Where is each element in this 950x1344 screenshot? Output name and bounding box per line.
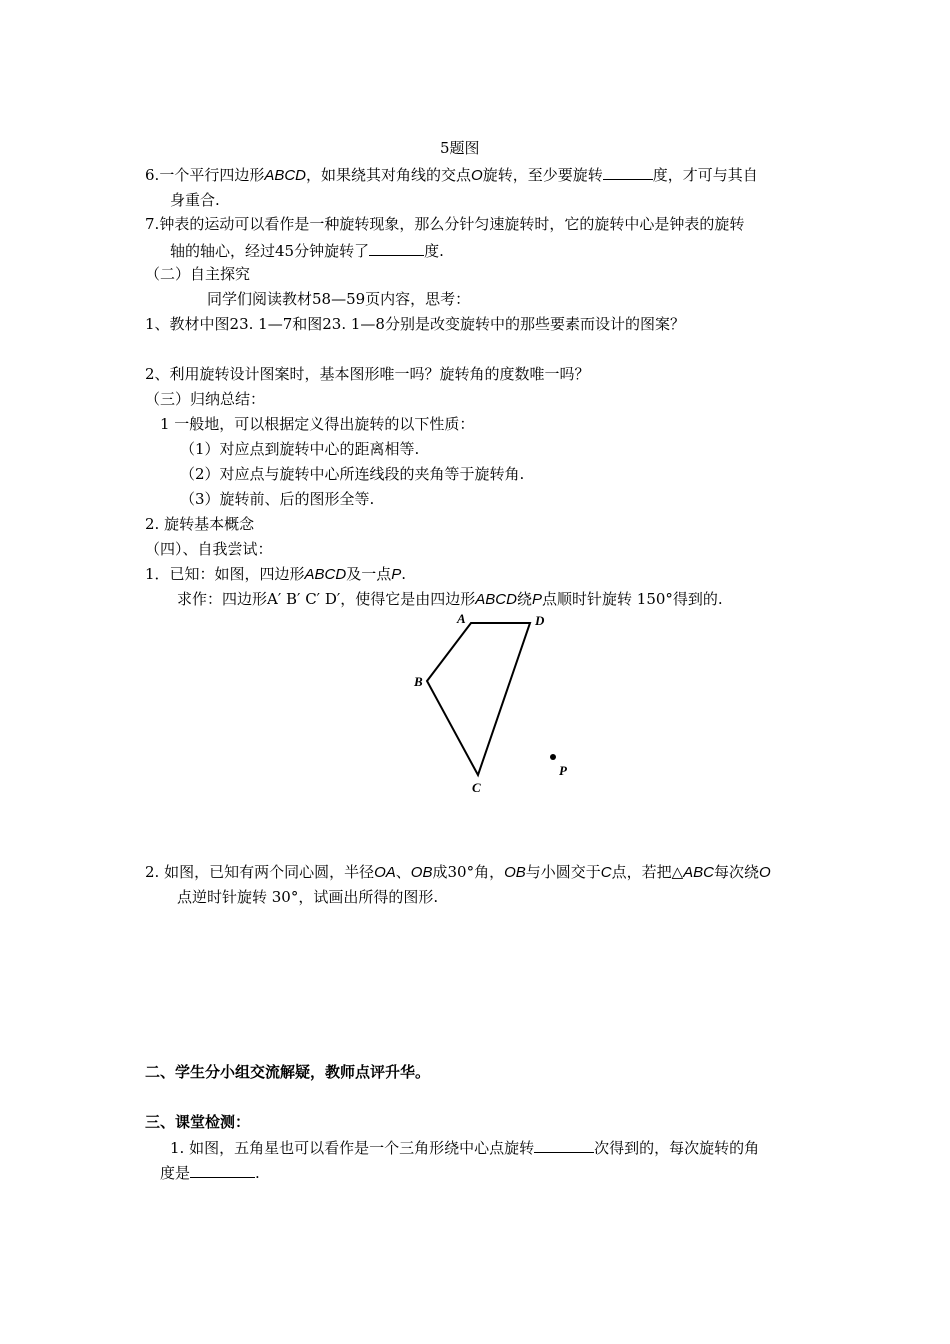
figure-5-caption: 5题图 [440,139,480,157]
answer-blank[interactable] [190,1162,255,1178]
answer-blank[interactable] [534,1137,594,1153]
label-b: B [414,674,423,689]
section-2-question-1: 1、教材中图23. 1—7和图23. 1—8分别是改变旋转中的那些要素而设计的图案？ [145,315,685,333]
section-4-title: （四）、自我尝试： [145,540,273,558]
part-3-question-1-cont: 度是 . [160,1164,260,1182]
part-3-heading: 三、课堂检测： [145,1113,251,1131]
label-d: D [535,613,545,628]
label-p: P [559,763,567,778]
property-2: （2）对应点与旋转中心所连线段的夹角等于旋转角. [180,465,525,483]
section-3-point-2: 2. 旋转基本概念 [145,515,255,533]
quadrilateral-abcd [427,623,530,775]
property-1: （1）对应点到旋转中心的距离相等. [180,440,420,458]
section-2-question-2: 2、利用旋转设计图案时，基本图形唯一吗？旋转角的度数唯一吗？ [145,365,590,383]
question-7-cont: 轴的轴心，经过45分钟旋转了 度. [170,242,444,260]
section-2-intro: 同学们阅读教材58—59页内容，思考： [207,290,471,308]
answer-blank[interactable] [369,240,424,256]
question-7: 7.钟表的运动可以看作是一种旋转现象，那么分针匀速旋转时，它的旋转中心是钟表的旋转 [145,215,745,233]
part-3-question-1: 1. 如图，五角星也可以看作是一个三角形绕中心点旋转 次得到的，每次旋转的角 [170,1139,760,1157]
answer-blank[interactable] [603,164,653,180]
point-p [550,754,556,760]
section-4-question-2: 2. 如图，已知有两个同心圆，半径OA、OB成30°角，OB与小圆交于C点，若把△ABC每次绕O [145,863,771,881]
question-6-cont: 身重合. [170,191,220,209]
quadrilateral-figure [400,605,600,805]
section-3-title: （三）归纳总结： [145,390,266,408]
label-c: C [472,780,481,795]
property-3: （3）旋转前、后的图形全等. [180,490,375,508]
label-a: A [457,611,466,626]
section-2-title: （二）自主探究 [145,265,251,283]
part-2-heading: 二、学生分小组交流解疑，教师点评升华。 [145,1063,431,1081]
section-3-point-1: 1 一般地，可以根据定义得出旋转的以下性质： [160,415,475,433]
section-4-question-1: 1．已知：如图，四边形ABCD及一点P. [145,565,407,583]
question-6: 6.一个平行四边形ABCD，如果绕其对角线的交点O旋转，至少要旋转 度，才可与其自 [145,166,758,184]
section-4-question-1-task: 求作：四边形A′ B′ C′ D′，使得它是由四边形ABCD绕P点顺时针旋转 150°得到的. [177,590,723,608]
section-4-question-2-cont: 点逆时针旋转 30°，试画出所得的图形. [177,888,439,906]
